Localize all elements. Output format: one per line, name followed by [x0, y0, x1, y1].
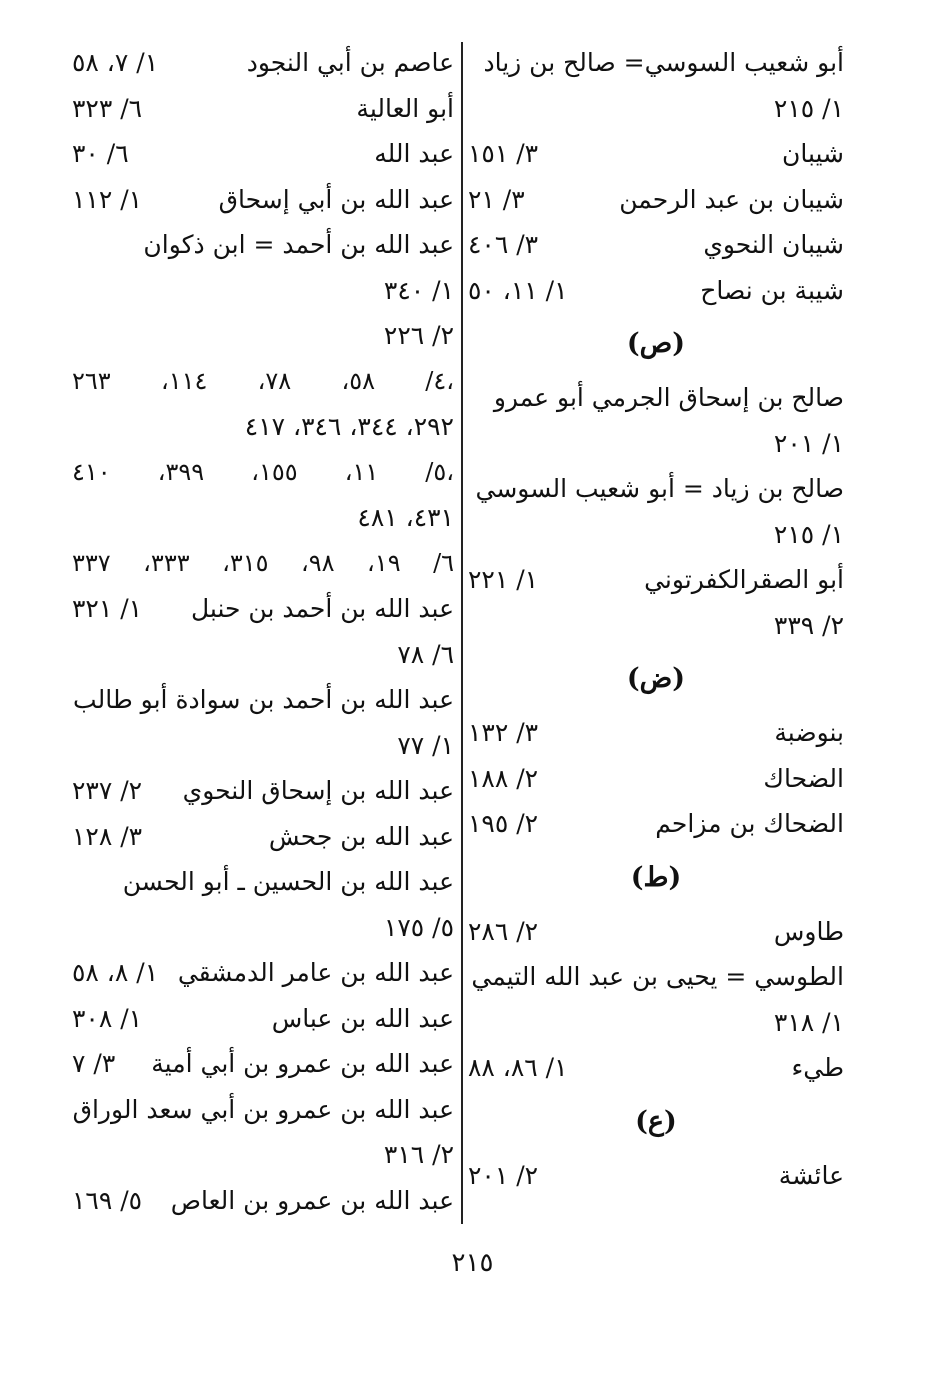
entry-page-reference: ٦/ ١٩، ٩٨، ٣١٥، ٣٣٣، ٣٣٧: [72, 548, 455, 577]
page-number: ٢١٥: [451, 1248, 494, 1278]
section-letter-heading: (ص): [626, 328, 686, 359]
index-entry-continuation: [72, 1132, 454, 1178]
entry-page-reference: ٣/ ٤٠٦: [468, 230, 539, 259]
index-entry: [72, 677, 454, 723]
entry-name: عبد الله بن عباس: [271, 1003, 454, 1033]
index-entry: [72, 222, 454, 268]
section-letter-heading: (ض): [626, 663, 686, 694]
entry-page-reference: ١/ ٧، ٥٨: [72, 48, 159, 77]
index-entry: [72, 131, 454, 177]
entry-page-reference: ٢/ ١٨٨: [468, 763, 539, 793]
index-entry-continuation: [72, 723, 454, 769]
entry-name: عبد الله بن أبي إسحاق: [218, 184, 454, 214]
index-entry-continuation: [468, 603, 844, 649]
entry-name: أبو الصقرالكفرتوني: [644, 565, 844, 594]
entry-page-reference: ١/ ٨٦، ٨٨: [468, 1053, 568, 1082]
index-entry: [72, 950, 454, 996]
entry-page-reference: ٥/ ١٧٥: [383, 912, 454, 942]
entry-name: الضحاك بن مزاحم: [655, 809, 844, 838]
entry-page-reference: ١/ ٢٠١: [773, 428, 844, 458]
entry-name: شيبان بن عبد الرحمن: [619, 184, 844, 214]
index-entry: [468, 40, 844, 86]
entry-name: عبد الله بن إسحاق النحوي: [182, 776, 454, 805]
entry-name: شيبة بن نصاح: [700, 275, 844, 305]
entry-name: صالح بن إسحاق الجرمي أبو عمرو: [493, 383, 844, 412]
index-entry-continuation: [72, 495, 454, 541]
entry-page-reference: ٦/ ٣٠: [72, 139, 129, 168]
entry-page-reference: ١/ ٧٧: [397, 730, 454, 760]
index-entry: [72, 586, 454, 632]
entry-page-reference: ٢/ ٣٣٩: [773, 610, 844, 640]
entry-page-reference: ٣/ ١٥١: [468, 139, 539, 168]
index-entry-continuation: [72, 632, 454, 678]
index-entry: [72, 859, 454, 905]
entry-page-reference: ١/ ٣٢١: [72, 594, 143, 623]
index-entry: [468, 1153, 844, 1199]
entry-name: طيء: [791, 1053, 844, 1082]
index-entry: [468, 954, 844, 1000]
column-divider: [461, 42, 463, 1224]
index-entry-continuation: [72, 404, 454, 450]
index-entry: [72, 1087, 454, 1133]
index-entry-continuation: [72, 313, 454, 359]
entry-name: عبد الله بن أحمد بن حنبل: [191, 594, 454, 623]
entry-name: صالح بن زياد = أبو شعيب السوسي: [475, 474, 844, 503]
entry-page-reference: ٤٣١، ٤٨١: [357, 503, 454, 532]
index-entry: [72, 768, 454, 814]
entry-name: الطوسي = يحيى بن عبد الله التيمي: [471, 962, 844, 991]
entry-page-reference: ٣/ ١٣٢: [468, 718, 539, 747]
entry-page-reference: ٢/ ١٩٥: [468, 809, 539, 838]
index-entry: [468, 909, 844, 955]
section-letter-heading: (ط): [630, 861, 682, 893]
entry-name: عائشة: [778, 1160, 844, 1190]
index-entry: [468, 801, 844, 847]
index-entry: [468, 131, 844, 177]
index-entry-continuation: [468, 421, 844, 467]
index-entry: [72, 1041, 454, 1087]
entry-page-reference: ١/ ٨، ٥٨: [72, 958, 159, 987]
entry-name: شيبان النحوي: [703, 230, 844, 259]
entry-name: عبد الله بن عمرو بن أبي سعد الوراق: [72, 1094, 454, 1124]
entry-name: عبد الله بن عمرو بن العاص: [170, 1185, 454, 1215]
entry-name: أبو العالية: [356, 93, 454, 123]
entry-name: عاصم بن أبي النجود: [246, 48, 454, 77]
index-entry: [468, 177, 844, 223]
entry-page-reference: ١/ ٣٠٨: [72, 1003, 143, 1033]
index-entry: [468, 1045, 844, 1091]
index-column-right: [468, 40, 844, 1198]
index-entry-continuation: [468, 512, 844, 558]
entry-page-reference: ٣/ ٢١: [468, 184, 525, 214]
entry-name: الضحاك: [763, 763, 844, 793]
entry-page-reference: ٢/ ٢٠١: [468, 1160, 539, 1190]
entry-page-reference: ١/ ١١، ٥٠: [468, 275, 568, 305]
index-entry: [468, 557, 844, 603]
entry-name: عبد الله بن الحسين ـ أبو الحسن: [122, 867, 454, 896]
index-entry: [72, 1178, 454, 1224]
index-entry: [72, 814, 454, 860]
index-entry-continuation: [72, 541, 454, 587]
entry-name: طاوس: [773, 916, 844, 946]
entry-page-reference: ١/ ٣١٨: [773, 1007, 844, 1037]
index-entry: [468, 710, 844, 756]
index-entry: [72, 177, 454, 223]
index-entry: [72, 996, 454, 1042]
entry-page-reference: ٤/ ٥٨، ٧٨، ١١٤، ٢٦٣،: [72, 366, 455, 395]
entry-page-reference: ٢/ ٢٨٦: [468, 916, 539, 946]
entry-page-reference: ٣/ ١٢٨: [72, 821, 143, 851]
entry-page-reference: ٦/ ٧٨: [397, 639, 454, 669]
entry-name: شيبان: [781, 139, 844, 168]
entry-name: عبد الله بن جحش: [268, 821, 454, 851]
entry-page-reference: ١/ ٢١٥: [773, 519, 844, 549]
index-entry: [468, 466, 844, 512]
index-entry: [72, 40, 454, 86]
index-entry-continuation: [468, 1000, 844, 1046]
index-entry: [468, 222, 844, 268]
entry-name: عبد الله: [374, 139, 454, 168]
index-entry: [72, 86, 454, 132]
entry-page-reference: ١/ ١١٢: [72, 184, 143, 214]
entry-name: عبد الله بن عمرو بن أبي أمية: [151, 1049, 454, 1078]
entry-page-reference: ٢/ ٢٣٧: [72, 776, 143, 805]
entry-page-reference: ١/ ٣٤٠: [383, 275, 454, 305]
entry-page-reference: ٥/ ١٦٩: [72, 1185, 143, 1215]
entry-page-reference: ٥/ ١١، ١٥٥، ٣٩٩، ٤١٠،: [72, 457, 455, 486]
entry-page-reference: ١/ ٢١٥: [773, 93, 844, 123]
index-entry-continuation: [72, 359, 454, 405]
section-letter-heading: (ع): [635, 1105, 677, 1137]
entry-name: عبد الله بن عامر الدمشقي: [177, 958, 454, 987]
entry-page-reference: ٢/ ٢٢٦: [383, 321, 454, 350]
entry-page-reference: ٦/ ٣٢٣: [72, 93, 143, 123]
index-entry: [468, 268, 844, 314]
index-entry-continuation: [72, 450, 454, 496]
index-entry: [468, 375, 844, 421]
index-entry-continuation: [72, 268, 454, 314]
entry-page-reference: ٢/ ٣١٦: [383, 1140, 454, 1169]
entry-page-reference: ٢٩٢، ٣٤٤، ٣٤٦، ٤١٧: [244, 412, 454, 441]
index-column-left: [72, 40, 454, 1223]
index-entry-continuation: [72, 905, 454, 951]
entry-name: عبد الله بن أحمد بن سوادة أبو طالب: [73, 685, 454, 714]
index-entry: [468, 756, 844, 802]
entry-name: بنوضبة: [774, 718, 844, 747]
entry-name: أبو شعيب السوسي= صالح بن زياد: [483, 48, 844, 77]
index-entry-continuation: [468, 86, 844, 132]
entry-page-reference: ٣/ ٧: [72, 1049, 116, 1078]
entry-page-reference: ١/ ٢٢١: [468, 565, 539, 594]
entry-name: عبد الله بن أحمد = ابن ذكوان: [143, 230, 454, 259]
